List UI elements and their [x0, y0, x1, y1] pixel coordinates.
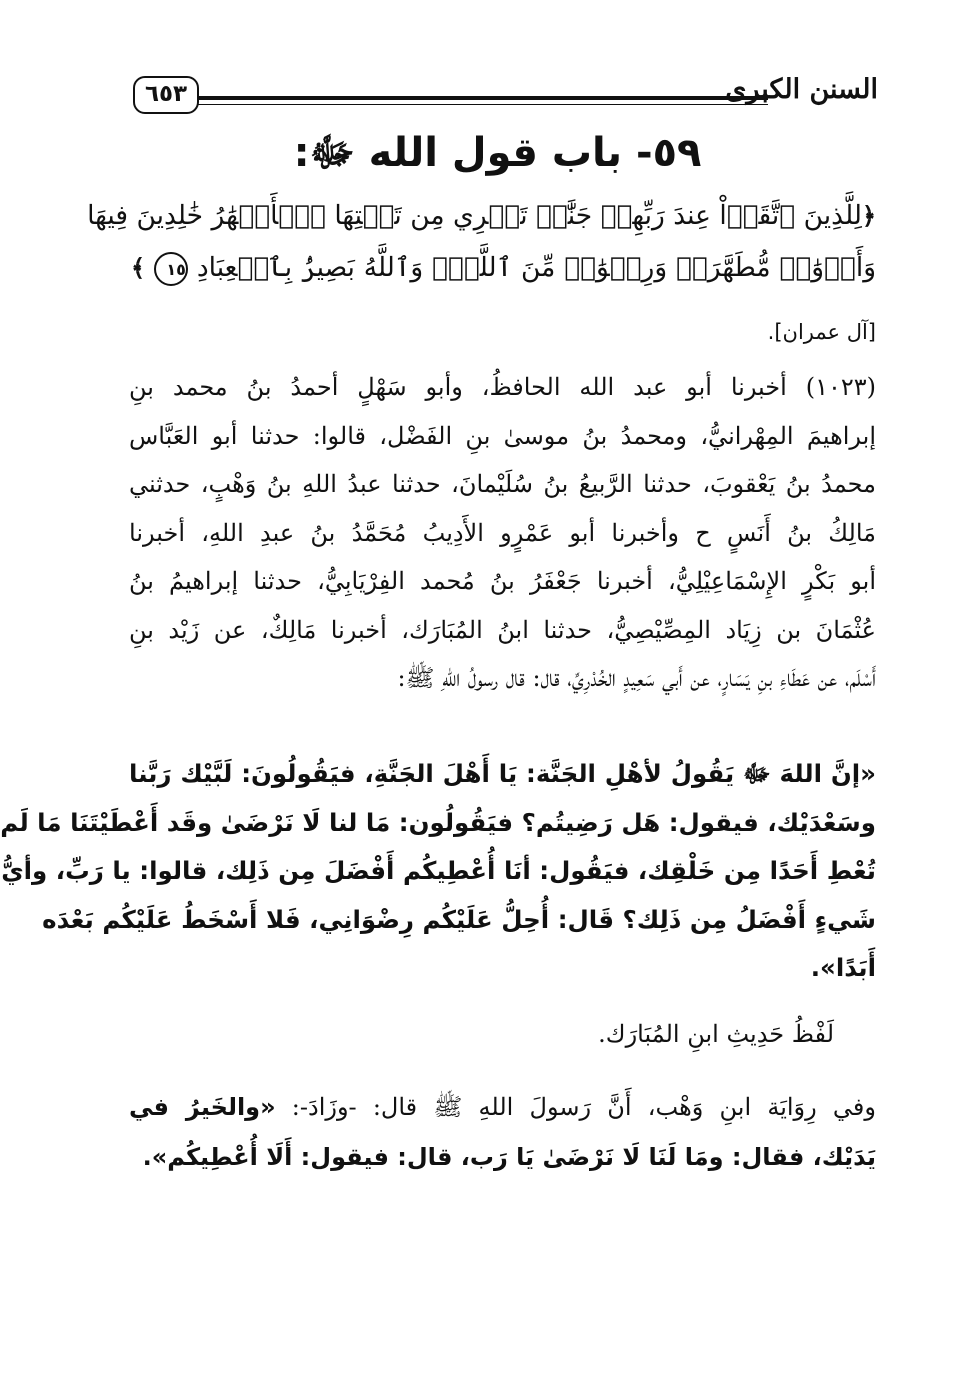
book-title: السنن الكبرى: [725, 74, 878, 105]
header-rule: [197, 96, 768, 100]
hadith-text: [0, 750, 876, 993]
hadith-line: محمدُ بنُ يَعْقوبَ، حدثنا الرَّبيعُ بنُ سُلَيْمانَ، حدثنا عبدُ اللهِ بنُ وَهْبٍ، حدثني: [129, 470, 876, 498]
hadith-line: أبو بَكْرٍ الإِسْمَاعِيْلِيُّ، أخبرنا جَعْفَرُ بنُ مُحمد الفِرْيَابِيُّ، حدثنا إبراهيمُ بنُ: [129, 567, 876, 595]
verse-line-2: [131, 242, 876, 294]
variant-line-1: [129, 1082, 876, 1132]
wording-note: لَفْظُ حَدِيثِ ابنِ المُبَارَك.: [598, 1020, 834, 1048]
variant-quote-end: ».: [142, 1143, 168, 1171]
hadith-text-line: تُعْطِ أَحَدًا مِن خَلْقِك، فيَقُول: أنَا أُعْطِيكُم أَفْضَلَ مِن ذَلِك، قالوا: يا رَبِّ، وأيُّ: [1, 856, 876, 885]
hadith-line: (١٠٢٣) أخبرنا أبو عبد الله الحافظُ، وأبو سَهْلٍ أحمدُ بنُ محمد بنِ: [129, 373, 876, 401]
ayah-number: ١٥: [154, 252, 188, 286]
variant-quote: أَلَا أُعْطِيكُم: [167, 1143, 293, 1171]
variant-quote: «والخَيرُ في: [129, 1093, 276, 1121]
verse-text-1: لِلَّذِينَ ٱتَّقَوۡاْ عِندَ رَبِّهِمۡ جَنَّٰتٞ تَجۡرِي مِن تَحۡتِهَا ٱلۡأَنۡهَٰرُ خَٰلِدِينَ فِيهَا: [87, 200, 862, 231]
hadith-line: مَالِكُ بنُ أَنَسٍ ح وأخبرنا أبو عَمْرٍو الأَدِيبُ مُحَمَّدُ بنُ عبدِ اللهِ، أخبرنا: [129, 518, 876, 547]
hadith-line: إبراهيمَ المِهْرانيُّ، ومحمدُ بنُ موسىٰ بنِ الفَضْل، قالوا: حدثنا أبو العَبَّاس: [129, 421, 876, 450]
chapter-title: ٥٩- باب قول الله ﷻ:: [293, 130, 702, 176]
surah-reference: [آل عمران].: [767, 320, 876, 344]
verse-close-bracket: ﴾: [131, 253, 146, 282]
variant-text: وفي رِوَايَة ابنِ وَهْب، أَنَّ رَسولَ اللهِ ﷺ قال: -وزَادَ-:: [275, 1093, 876, 1121]
verse-text-2: وَأَزۡوَٰجٞ مُّطَهَّرَةٞ وَرِضۡوَٰنٞ مِّنَ ٱللَّهِۗ وَٱللَّهُ بَصِيرُۢ بِٱلۡعِبَادِ: [196, 252, 876, 283]
hadith-text-line: وسَعْدَيْك، فيقول: هَل رَضِيتُم؟ فيَقُولُون: مَا لنا لَا نَرْضَىٰ وقَد أَعْطَيْتَنَا مَا لَم: [0, 807, 876, 837]
hadith-line: أَسْلَم، عن عَطَاءِ بنِ يَسَارٍ، عن أَبي سَعِيدٍ الخُدْرِيِّ، قال: قال رسولُ اللهِ ﷺ:: [397, 664, 876, 692]
variant-line-2: [129, 1132, 876, 1182]
hadith-text-line: شَيءٍ أَفْضَلُ مِن ذَلِك؟ قَال: أُحِلُّ عَلَيْكُم رِضْوَانِي، فَلا أَسْخَطُ عَلَيْكُم بَعْدَه: [42, 904, 876, 934]
quran-verse: [87, 190, 876, 294]
hadith-text-line: «إنَّ اللهَ ﷻ يَقُولُ لأهْلِ الجَنَّة: يَا أَهْلَ الجَنَّةِ، فيَقُولُونَ: لَبَّيْك رَبَّنا: [129, 759, 876, 788]
verse-line-1: [87, 190, 876, 242]
hadith-text-line: أَبَدًا».: [810, 953, 876, 982]
variant-quote: يَدَيْك، فقال: ومَا لَنَا لَا نَرْضَىٰ يَا رَب، قال: فيقول:: [292, 1143, 876, 1171]
page-header: [133, 70, 878, 130]
verse-open-bracket: ﴿: [861, 201, 876, 230]
narration-variant: [129, 1082, 876, 1182]
hadith-line: عُثْمَانَ بن زِيَاد المِصِّيْصِيُّ، حدثنا ابنُ المُبَارَك، أخبرنا مَالِكٌ، عن زَيْد بنِ: [129, 615, 876, 644]
hadith-chain: [129, 363, 876, 703]
page-number: ٦٥٣: [133, 76, 199, 114]
